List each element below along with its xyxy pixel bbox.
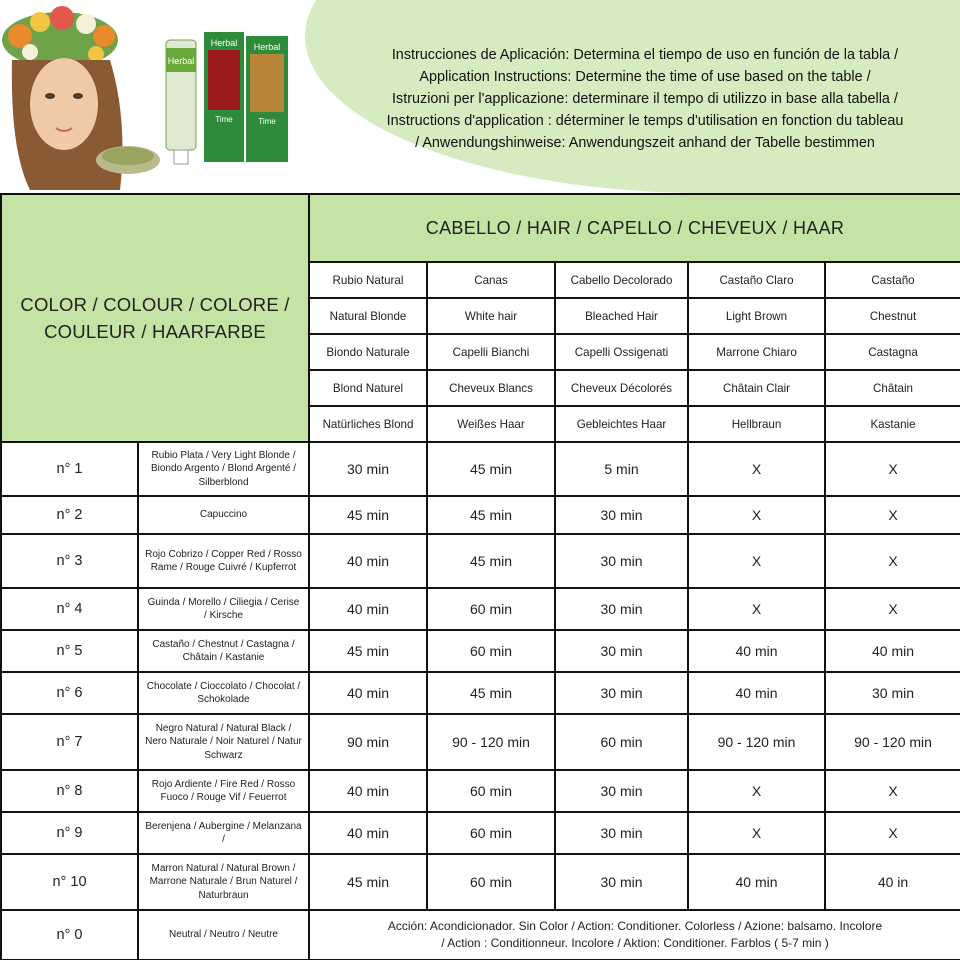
time-cell: X: [825, 496, 960, 534]
time-cell: 40 min: [309, 672, 427, 714]
time-cell: 40 in: [825, 854, 960, 910]
hair-type-cell: Capelli Ossigenati: [555, 334, 688, 370]
time-cell: 60 min: [555, 714, 688, 770]
time-cell: 30 min: [825, 672, 960, 714]
hair-type-cell: Kastanie: [825, 406, 960, 442]
time-cell: 45 min: [427, 534, 555, 588]
time-cell: 45 min: [427, 672, 555, 714]
time-cell: 30 min: [555, 854, 688, 910]
colour-number: n° 4: [1, 588, 138, 630]
time-cell: 60 min: [427, 588, 555, 630]
time-cell: X: [688, 534, 825, 588]
colour-number: n° 6: [1, 672, 138, 714]
hair-type-cell: Rubio Natural: [309, 262, 427, 298]
hair-type-header: CABELLO / HAIR / CAPELLO / CHEVEUX / HAAR: [309, 194, 960, 262]
hair-type-cell: Castaño: [825, 262, 960, 298]
hair-type-cell: Hellbraun: [688, 406, 825, 442]
hair-type-cell: Cheveux Décolorés: [555, 370, 688, 406]
instruction-line: Application Instructions: Determine the time of use based on the table /: [419, 69, 871, 85]
time-cell: 40 min: [309, 588, 427, 630]
colour-header-line: COULEUR / HAARFARBE: [44, 321, 266, 342]
time-cell: 30 min: [555, 812, 688, 854]
product-box-red-icon: [204, 32, 244, 162]
table-row: [1, 496, 960, 534]
colour-header-line: COLOR / COLOUR / COLORE /: [20, 294, 290, 315]
hair-type-cell: Bleached Hair: [555, 298, 688, 334]
table-row: [1, 854, 960, 910]
time-cell: X: [825, 588, 960, 630]
instruction-line: Instructions d'application : déterminer le temps d'utilisation en fonction du tableau: [386, 113, 904, 129]
henna-powder-icon: [96, 146, 160, 174]
product-box-brown-icon: [246, 36, 288, 162]
hair-type-cell: Cheveux Blancs: [427, 370, 555, 406]
hair-type-cell: White hair: [427, 298, 555, 334]
time-cell: 40 min: [309, 770, 427, 812]
hair-type-cell: Capelli Bianchi: [427, 334, 555, 370]
colour-number: n° 5: [1, 630, 138, 672]
table-row: [1, 910, 960, 960]
time-cell: 40 min: [688, 630, 825, 672]
time-cell: 30 min: [555, 672, 688, 714]
colour-number: n° 2: [1, 496, 138, 534]
colour-description: Marron Natural / Natural Brown / Marrone Naturale / Brun Naturel / Naturbraun: [138, 854, 309, 910]
time-cell: 60 min: [427, 812, 555, 854]
time-cell: 30 min: [555, 588, 688, 630]
svg-text:Time: Time: [258, 117, 276, 126]
table-row: [1, 534, 960, 588]
time-cell: X: [688, 496, 825, 534]
colour-number: n° 3: [1, 534, 138, 588]
time-cell: X: [688, 442, 825, 496]
table-row: [1, 442, 960, 496]
table-row: [1, 630, 960, 672]
time-cell: 5 min: [555, 442, 688, 496]
time-cell: X: [688, 812, 825, 854]
instruction-line: Istruzioni per l'applicazione: determinare il tempo di utilizzo in base alla tabella /: [392, 91, 898, 107]
hair-type-cell: Natural Blonde: [309, 298, 427, 334]
colour-description: Chocolate / Cioccolato / Chocolat / Schokolade: [138, 672, 309, 714]
colour-number: n° 1: [1, 442, 138, 496]
hair-type-cell: Châtain Clair: [688, 370, 825, 406]
colour-description: Castaño / Chestnut / Castagna / Châtain / Kastanie: [138, 630, 309, 672]
time-cell: 60 min: [427, 770, 555, 812]
time-cell: 40 min: [688, 854, 825, 910]
time-cell: 45 min: [309, 630, 427, 672]
hair-type-cell: Blond Naturel: [309, 370, 427, 406]
time-cell: 45 min: [309, 854, 427, 910]
time-cell: 60 min: [427, 630, 555, 672]
table-row: [1, 714, 960, 770]
time-cell: 30 min: [555, 630, 688, 672]
colour-description: Rojo Cobrizo / Copper Red / Rosso Rame / Rouge Cuivré / Kupferrot: [138, 534, 309, 588]
time-cell: 30 min: [555, 534, 688, 588]
hair-type-cell: Castagna: [825, 334, 960, 370]
timing-table: [0, 193, 960, 960]
time-cell: X: [825, 770, 960, 812]
colour-number: n° 9: [1, 812, 138, 854]
time-cell: 40 min: [825, 630, 960, 672]
hair-type-cell: Cabello Decolorado: [555, 262, 688, 298]
hair-type-cell: Weißes Haar: [427, 406, 555, 442]
colour-description: Guinda / Morello / Ciliegia / Cerise / Kirsche: [138, 588, 309, 630]
model-portrait-icon: [12, 58, 123, 190]
hair-type-cell: Chestnut: [825, 298, 960, 334]
colour-number: n° 7: [1, 714, 138, 770]
hair-type-cell: Canas: [427, 262, 555, 298]
time-cell: 60 min: [427, 854, 555, 910]
time-cell: 30 min: [555, 496, 688, 534]
time-cell: 90 - 120 min: [688, 714, 825, 770]
colour-description: Rubio Plata / Very Light Blonde / Biondo Argento / Blond Argenté / Silberblond: [138, 442, 309, 496]
time-cell: 30 min: [309, 442, 427, 496]
product-photo: [0, 0, 300, 193]
instruction-line: Instrucciones de Aplicación: Determina el tiempo de uso en función de la tabla /: [391, 47, 899, 63]
hair-type-cell: Light Brown: [688, 298, 825, 334]
time-cell: X: [825, 812, 960, 854]
table-row: [1, 770, 960, 812]
table-row: [1, 672, 960, 714]
hair-type-cell: Natürliches Blond: [309, 406, 427, 442]
colour-description: Neutral / Neutro / Neutre: [138, 910, 309, 960]
hair-type-cell: Castaño Claro: [688, 262, 825, 298]
time-cell: 45 min: [427, 442, 555, 496]
hair-type-cell: Gebleichtes Haar: [555, 406, 688, 442]
header-banner: [0, 0, 960, 193]
hair-type-cell: Marrone Chiaro: [688, 334, 825, 370]
time-cell: 45 min: [427, 496, 555, 534]
time-cell: 40 min: [688, 672, 825, 714]
time-cell: X: [825, 534, 960, 588]
application-instructions: [330, 44, 960, 154]
time-cell: 30 min: [555, 770, 688, 812]
colour-column-header: [1, 194, 309, 442]
time-cell: X: [688, 588, 825, 630]
colour-number: n° 8: [1, 770, 138, 812]
time-cell: 90 - 120 min: [825, 714, 960, 770]
colour-description: Berenjena / Aubergine / Melanzana /: [138, 812, 309, 854]
colour-number: n° 0: [1, 910, 138, 960]
neutral-note-line: / Action : Conditionneur. Incolore / Aktion: Conditioner. Farblos ( 5-7 min ): [441, 936, 829, 950]
colour-description: Negro Natural / Natural Black / Nero Naturale / Noir Naturel / Natur Schwarz: [138, 714, 309, 770]
svg-text:Herbal: Herbal: [210, 38, 238, 48]
neutral-note: [309, 910, 960, 960]
colour-description: Rojo Ardiente / Fire Red / Rosso Fuoco / Rouge Vif / Feuerrot: [138, 770, 309, 812]
time-cell: X: [688, 770, 825, 812]
svg-text:Time: Time: [215, 115, 233, 124]
svg-text:Herbal: Herbal: [167, 56, 195, 66]
hair-type-cell: Châtain: [825, 370, 960, 406]
instruction-line: / Anwendungshinweise: Anwendungszeit anhand der Tabelle bestimmen: [415, 135, 875, 151]
table-row: [1, 812, 960, 854]
time-cell: X: [825, 442, 960, 496]
product-tube-icon: [166, 40, 196, 164]
time-cell: 90 - 120 min: [427, 714, 555, 770]
svg-text:Herbal: Herbal: [253, 42, 281, 52]
colour-number: n° 10: [1, 854, 138, 910]
time-cell: 40 min: [309, 812, 427, 854]
time-cell: 90 min: [309, 714, 427, 770]
time-cell: 40 min: [309, 534, 427, 588]
hair-type-cell: Biondo Naturale: [309, 334, 427, 370]
table-row: [1, 588, 960, 630]
time-cell: 45 min: [309, 496, 427, 534]
neutral-note-line: Acción: Acondicionador. Sin Color / Action: Conditioner. Colorless / Azione: balsamo. Incolore: [387, 919, 883, 933]
colour-description: Capuccino: [138, 496, 309, 534]
